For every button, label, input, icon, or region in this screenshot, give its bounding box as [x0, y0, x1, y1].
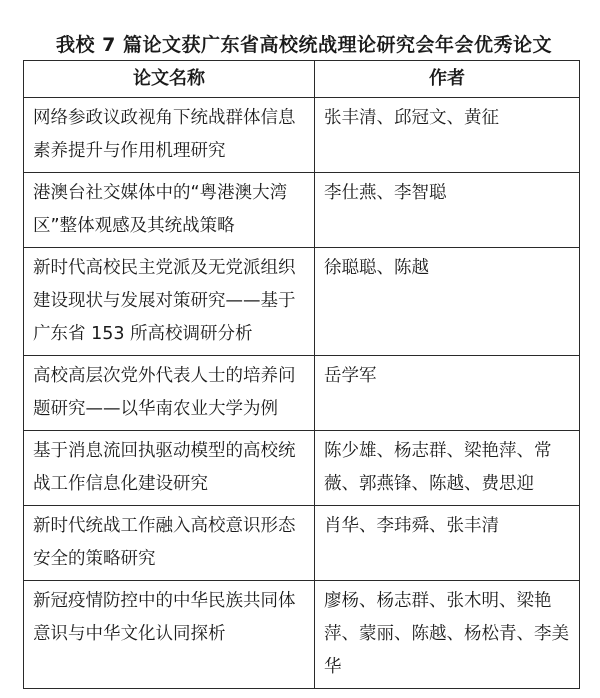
paper-authors: 张丰清、邱冠文、黄征 — [324, 108, 499, 128]
authors-cell — [315, 506, 580, 581]
paper-authors: 廖杨、杨志群、张木明、梁艳萍、蒙丽、陈越、杨松青、李美华 — [324, 591, 569, 677]
paper-authors: 岳学军 — [324, 366, 377, 386]
paper-authors: 肖华、李玮舜、张丰清 — [324, 516, 499, 536]
authors-cell — [315, 98, 580, 173]
paper-title-cell — [24, 356, 315, 431]
paper-title-cell — [24, 581, 315, 689]
paper-title: 网络参政议政视角下统战群体信息素养提升与作用机理研究 — [33, 108, 296, 161]
authors-cell — [315, 356, 580, 431]
column-header-paper-title: 论文名称 — [24, 61, 315, 98]
table-header-row — [24, 61, 580, 98]
paper-authors: 陈少雄、杨志群、梁艳萍、常薇、郭燕锋、陈越、费思迎 — [324, 441, 552, 494]
table-row — [24, 581, 580, 689]
paper-title-cell — [24, 248, 315, 356]
table-row — [24, 506, 580, 581]
table-row — [24, 431, 580, 506]
paper-title: 新时代高校民主党派及无党派组织建设现状与发展对策研究——基于广东省 153 所高校调研分析 — [33, 258, 296, 344]
authors-cell — [315, 248, 580, 356]
paper-title: 港澳台社交媒体中的“粤港澳大湾区”整体观感及其统战策略 — [33, 183, 288, 236]
table-row — [24, 98, 580, 173]
paper-title-cell — [24, 98, 315, 173]
paper-title: 高校高层次党外代表人士的培养问题研究——以华南农业大学为例 — [33, 366, 296, 419]
paper-title: 新时代统战工作融入高校意识形态安全的策略研究 — [33, 516, 296, 569]
paper-title-cell — [24, 431, 315, 506]
page-title: 我校 7 篇论文获广东省高校统战理论研究会年会优秀论文 — [56, 34, 552, 56]
paper-title: 新冠疫情防控中的中华民族共同体意识与中华文化认同探析 — [33, 591, 296, 644]
column-header-authors: 作者 — [315, 61, 580, 98]
award-papers-table — [23, 60, 580, 689]
paper-title-cell — [24, 506, 315, 581]
paper-authors: 徐聪聪、陈越 — [324, 258, 429, 278]
paper-title: 基于消息流回执驱动模型的高校统战工作信息化建设研究 — [33, 441, 296, 494]
table-row — [24, 356, 580, 431]
table-row — [24, 173, 580, 248]
authors-cell — [315, 581, 580, 689]
table-row — [24, 248, 580, 356]
paper-authors: 李仕燕、李智聪 — [324, 183, 447, 203]
authors-cell — [315, 431, 580, 506]
authors-cell — [315, 173, 580, 248]
paper-title-cell — [24, 173, 315, 248]
